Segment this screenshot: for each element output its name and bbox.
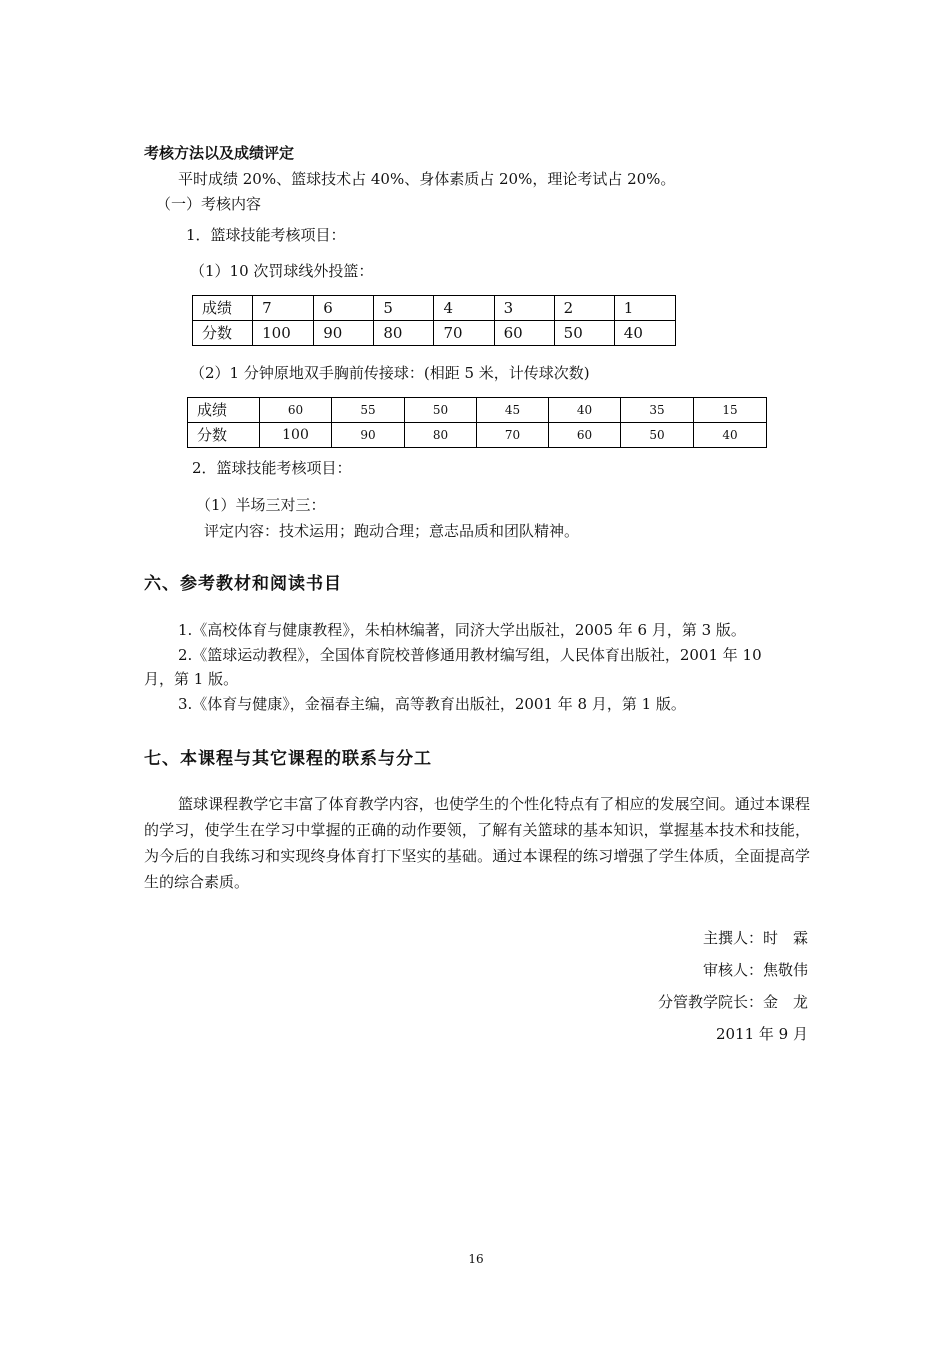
table-cell: 7 [253,296,314,321]
skill-item-2: 2．篮球技能考核项目： [192,459,352,477]
table-row [188,423,767,448]
table-cell: 50 [554,321,614,346]
dean-signature: 分管教学院长：金 龙 [657,993,808,1011]
table-cell: 90 [314,321,374,346]
chest-pass-score-table [187,397,767,448]
sub-item-chest-pass: （2）1 分钟原地双手胸前传接球：(相距 5 米，计传球次数) [190,364,590,382]
table-cell: 3 [494,296,554,321]
table-cell: 80 [405,423,477,448]
skill-item-1: 1．篮球技能考核项目： [186,226,346,244]
table-cell: 50 [621,423,694,448]
table-cell: 60 [260,398,332,423]
reviewer-signature: 审核人：焦敬伟 [702,961,808,979]
table-cell: 成绩 [188,398,260,423]
table-cell: 45 [477,398,549,423]
sub-item-three-on-three: （1）半场三对三： [196,496,326,514]
reference-item: 2.《篮球运动教程》，全国体育院校普修通用教材编写组，人民体育出版社，2001 年 10 [178,646,762,664]
reference-item: 3.《体育与健康》，金福春主编，高等教育出版社，2001 年 8 月，第 1 版。 [178,695,686,713]
table-cell: 100 [260,423,332,448]
table-cell: 5 [374,296,434,321]
table-cell: 15 [694,398,767,423]
table-row [193,296,676,321]
table-cell: 35 [621,398,694,423]
table-cell: 70 [434,321,494,346]
section-6-heading: 六、参考教材和阅读书目 [144,574,342,594]
table-cell: 90 [332,423,405,448]
table-cell: 4 [434,296,494,321]
signature-date: 2011 年 9 月 [715,1025,808,1043]
table-cell: 分数 [188,423,260,448]
table-cell: 60 [549,423,621,448]
table-cell: 80 [374,321,434,346]
table-cell: 40 [614,321,675,346]
free-throw-score-table [192,295,676,346]
table-cell: 分数 [193,321,253,346]
table-cell: 70 [477,423,549,448]
table-cell: 成绩 [193,296,253,321]
table-cell: 2 [554,296,614,321]
sub-item-free-throw: （1）10 次罚球线外投篮： [190,262,374,280]
table-cell: 6 [314,296,374,321]
table-cell: 40 [549,398,621,423]
assessment-heading: 考核方法以及成绩评定 [144,144,295,162]
table-cell: 55 [332,398,405,423]
evaluation-criteria: 评定内容：技术运用；跑动合理；意志品质和团队精神。 [204,522,580,540]
assessment-section-title: （一）考核内容 [156,195,262,213]
table-row [188,398,767,423]
table-row [193,321,676,346]
assessment-weights: 平时成绩 20%、篮球技术占 40%、身体素质占 20%，理论考试占 20%。 [178,170,676,188]
table-cell: 1 [614,296,675,321]
table-cell: 40 [694,423,767,448]
table-cell: 50 [405,398,477,423]
section-7-heading: 七、本课程与其它课程的联系与分工 [144,749,432,769]
reference-item-continuation: 月，第 1 版。 [144,670,239,688]
reference-item: 1.《高校体育与健康教程》，朱柏林编著，同济大学出版社，2005 年 6 月，第 3 版。 [178,621,746,639]
course-relation-paragraph: 篮球课程教学它丰富了体育教学内容，也使学生的个性化特点有了相应的发展空间。通过本课程的学习，使学生在学习中掌握的正确的动作要领，了解有关篮球的基本知识，掌握基本技术和技能，为今后的自我练习和实现终身体育打下坚实的基础。通过本课程的练习增强了学生体质，全面提高学生的综合素质。 [144,795,810,891]
table-cell: 60 [494,321,554,346]
page-number: 16 [468,1252,484,1266]
table-cell: 100 [253,321,314,346]
author-signature: 主撰人：时 霖 [702,929,808,947]
